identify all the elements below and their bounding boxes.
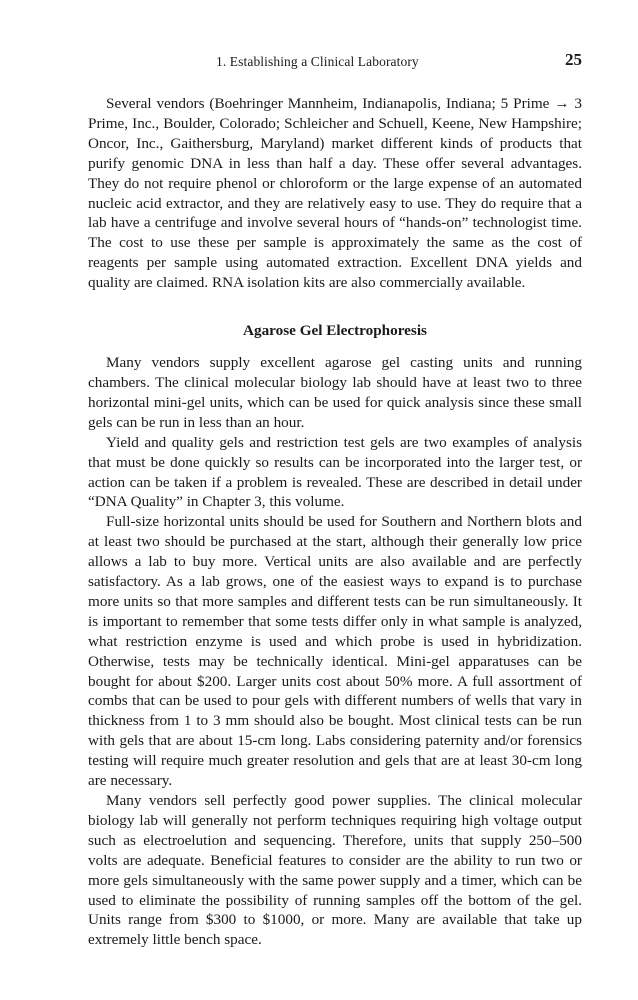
- paragraph-dna-kits: Several vendors (Boehringer Mannheim, Indianapolis, Indiana; 5 Prime → 3 Prime, Inc., Boulder, Colorado; Schleicher and Schuell, Keene, New Hampshire; Oncor, Inc., Gaithersburg, Maryland) market different kinds of products that purify genomic DNA in less than half a day. These offer several advantages. They do not require phenol or chloroform or the large expense of an automated nucleic acid extractor, and they are relatively easy to use. They do require that a lab have a centrifuge and involve several hours of “hands-on” technologist time. The cost to use these per sample is approximately the same as the cost of reagents per sample using automated extraction. Excellent DNA yields and quality are claimed. RNA isolation kits are also commercially available.: [88, 95, 582, 292]
- running-head: [88, 50, 582, 74]
- paragraph-quality-gels: Yield and quality gels and restriction test gels are two examples of analysis that must be done quickly so results can be incorporated into the larger test, or action can be taken if a problem is revealed. These are described in detail under “DNA Quality” in Chapter 3, this volume.: [88, 433, 582, 511]
- chapter-title: 1. Establishing a Clinical Laboratory: [216, 54, 419, 69]
- section-heading: Agarose Gel Electrophoresis: [243, 322, 427, 340]
- paragraph-full-size-units: Full-size horizontal units should be used for Southern and Northern blots and at least two should be purchased at the start, although their generally low price allows a lab to buy more. Vertical units are also available and are perfectly satisfactory. As a lab grows, one of the easiest ways to expand is to purchase more units so that more samples and different tests can be run simultaneously. It is important to remember that some tests differ only in what sample is analyzed, what restriction enzyme is used and which probe is used in hybridization. Otherwise, tests may be technically identical. Mini-gel apparatuses can be bought for about $200. Larger units cost about 50% more. A full assortment of combs that can be used to pour gels with different numbers of wells that vary in thickness from 1 to 3 mm should also be bought. Most clinical tests can be run with gels that are about 15-cm long. Labs considering paternity and/or forensics testing will require much greater resolution and gels that are at least 30-cm long are necessary.: [88, 513, 582, 790]
- page-number: 25: [565, 50, 582, 69]
- paragraph-power-supplies: Many vendors sell perfectly good power supplies. The clinical molecular biology lab will generally not perform techniques requiring high voltage output such as electroelution and sequencing. Therefore, units that supply 250–500 volts are adequate. Beneficial features to consider are the ability to run two or more gels simultaneously with the same power supply and a timer, which can be used to eliminate the possibility of running samples off the bottom of the gel. Units range from $300 to $1000, or more. Many are available that take up extremely little bench space.: [88, 792, 582, 949]
- book-page: [88, 50, 582, 950]
- paragraph-gel-units: Many vendors supply excellent agarose gel casting units and running chambers. The clinical molecular biology lab should have at least two to three horizontal mini-gel units, which can be used for quick analysis since these small gels can be run in less than an hour.: [88, 354, 582, 431]
